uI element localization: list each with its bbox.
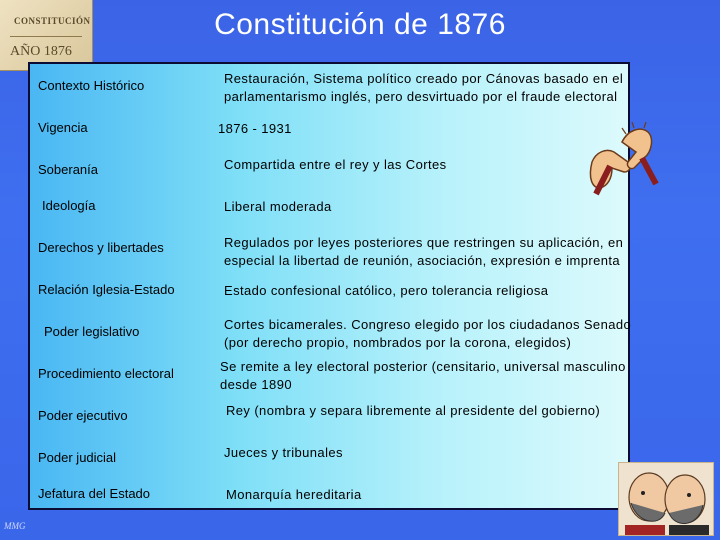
row-value: Cortes bicamerales. Congreso elegido por los ciudadanos Senado (por derecho propio, nombrados por la corona, elegidos) (224, 317, 632, 350)
clapping-hands-icon (582, 122, 662, 204)
row-label: Procedimiento electoral (38, 366, 174, 381)
row-label: Poder ejecutivo (38, 408, 128, 423)
row-label: Contexto Histórico (38, 78, 145, 93)
row-value: Regulados por leyes posteriores que restringen su aplicación, en especial la libertad de reunión, asociación, expresión e imprenta (224, 235, 624, 268)
row-value: Rey (nombra y separa libremente al presidente del gobierno) (226, 403, 601, 418)
row-value: Compartida entre el rey y las Cortes (224, 157, 447, 172)
row-value: Se remite a ley electoral posterior (censitario, universal masculino desde 1890 (220, 359, 626, 392)
row-label: Derechos y libertades (38, 240, 164, 255)
book-cover-title: CONSTITUCIÓN (14, 16, 91, 26)
row-value: Monarquía hereditaria (226, 487, 362, 502)
constitution-book-image (0, 0, 93, 71)
row-value: Estado confesional católico, pero tolerancia religiosa (224, 283, 549, 298)
row-value: Jueces y tribunales (224, 445, 343, 460)
row-label: Poder legislativo (44, 324, 140, 339)
caricature-image (618, 462, 714, 536)
book-rule (10, 36, 82, 37)
slide-title: Constitución de 1876 (214, 8, 506, 41)
author-initials: MMG (4, 521, 26, 531)
row-value: 1876 - 1931 (218, 121, 292, 136)
row-label: Vigencia (38, 120, 88, 135)
row-label: Soberanía (38, 162, 98, 177)
row-value: Liberal moderada (224, 199, 332, 214)
row-value: Restauración, Sistema político creado por Cánovas basado en el parlamentarismo inglés, pero desvirtuado por el fraude electoral (224, 71, 624, 104)
constitution-table (28, 62, 630, 510)
row-label: Poder judicial (38, 450, 117, 465)
row-label: Ideología (42, 198, 96, 213)
row-label: Jefatura del Estado (38, 486, 151, 501)
row-label: Relación Iglesia-Estado (38, 282, 175, 297)
book-cover-year: AÑO 1876 (10, 44, 72, 59)
